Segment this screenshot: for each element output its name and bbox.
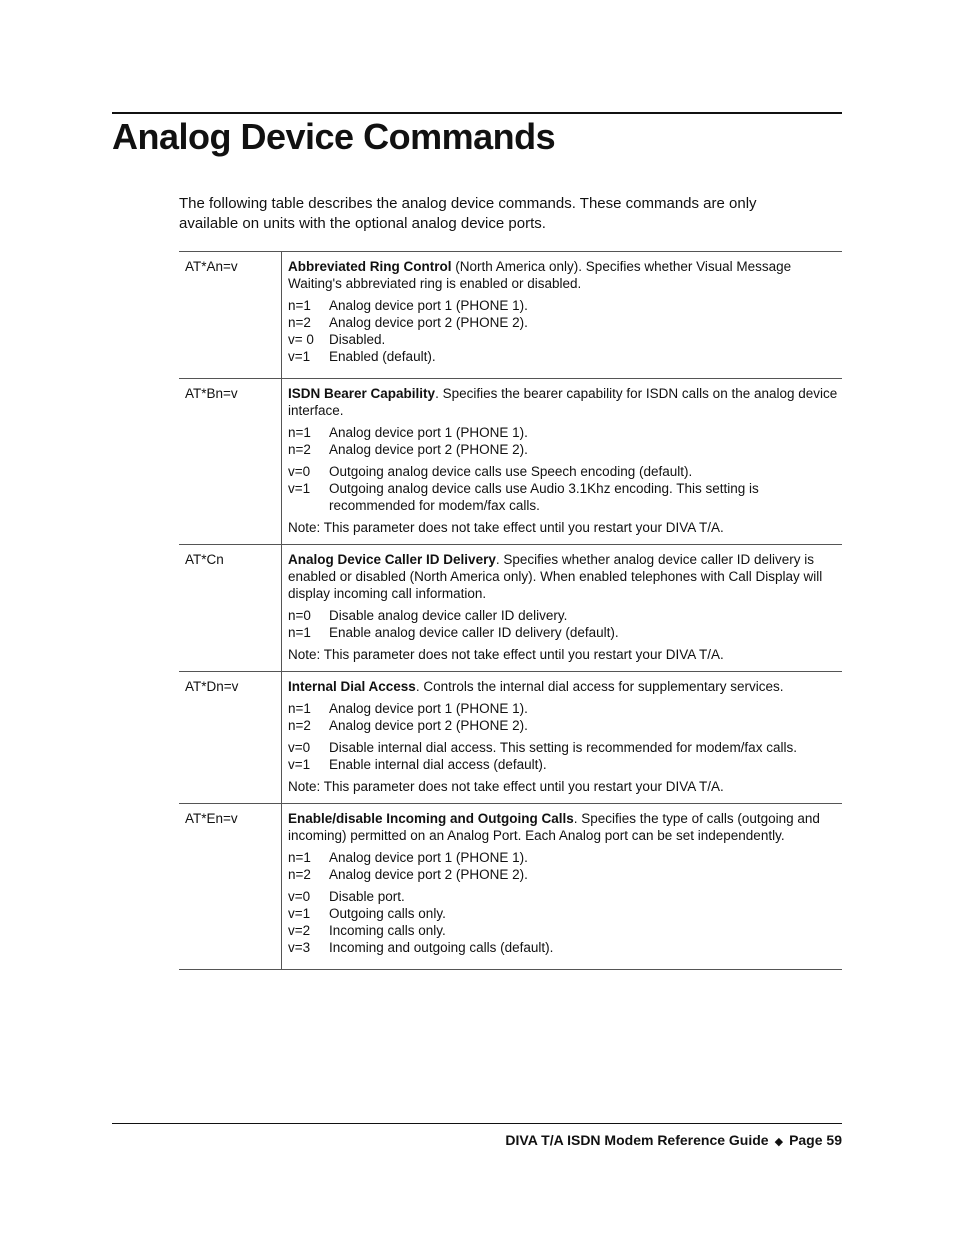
parameter-key: v=0 — [288, 740, 311, 755]
parameter-key: v=0 — [288, 464, 311, 479]
page-footer — [505, 1132, 842, 1148]
parameter-key: n=2 — [288, 867, 311, 882]
parameter-value: Analog device port 1 (PHONE 1). — [329, 701, 528, 716]
parameter-key: n=1 — [288, 850, 311, 865]
diamond-icon: ◆ — [774, 1136, 784, 1148]
parameter-option — [288, 888, 838, 905]
parameter-option — [288, 717, 838, 734]
parameter-option — [288, 849, 838, 866]
command-description — [282, 672, 843, 804]
parameter-option — [288, 739, 838, 756]
parameter-group — [288, 297, 838, 365]
parameter-key: n=2 — [288, 315, 311, 330]
parameter-key: n=2 — [288, 718, 311, 733]
parameter-option — [288, 297, 838, 314]
parameter-option — [288, 424, 838, 441]
table-row — [179, 804, 842, 970]
footer-guide-title: DIVA T/A ISDN Modem Reference Guide — [505, 1132, 769, 1148]
page-title: Analog Device Commands — [112, 116, 556, 157]
top-rule — [112, 112, 842, 114]
command-code: AT*Dn=v — [179, 672, 282, 804]
parameter-key: v=2 — [288, 923, 311, 938]
parameter-option — [288, 866, 838, 883]
parameter-value: Outgoing analog device calls use Speech encoding (default). — [329, 464, 693, 479]
parameter-key: n=0 — [288, 608, 311, 623]
parameter-key: n=1 — [288, 298, 311, 313]
parameter-group — [288, 700, 838, 734]
description-text — [288, 678, 838, 695]
parameter-value: Enable internal dial access (default). — [329, 757, 547, 772]
parameter-value: Disable analog device caller ID delivery. — [329, 608, 568, 623]
parameter-option — [288, 756, 838, 773]
command-table — [179, 251, 842, 970]
parameter-value: Outgoing analog device calls use Audio 3.1Khz encoding. This setting is recommended for modem/fax calls. — [329, 481, 759, 513]
table-row — [179, 545, 842, 672]
command-name: Enable/disable Incoming and Outgoing Calls — [288, 811, 574, 826]
parameter-group — [288, 424, 838, 458]
restart-note: Note: This parameter does not take effect until you restart your DIVA T/A. — [288, 779, 724, 794]
command-summary: . Specifies whether analog device caller ID delivery is enabled or disabled (North America only). When enabled telephones with Call Display will display incoming call information. — [288, 552, 823, 601]
command-summary: (North America only). Specifies whether Visual Message Waiting's abbreviated ring is enabled or disabled. — [288, 259, 792, 291]
parameter-option — [288, 463, 838, 480]
command-description — [282, 804, 843, 970]
parameter-option — [288, 607, 838, 624]
command-name: Internal Dial Access — [288, 679, 416, 694]
table-row — [179, 672, 842, 804]
parameter-value: Analog device port 2 (PHONE 2). — [329, 867, 528, 882]
command-code: AT*En=v — [179, 804, 282, 970]
parameter-value: Outgoing calls only. — [329, 906, 446, 921]
parameter-key: v=0 — [288, 889, 311, 904]
parameter-key: v=1 — [288, 757, 311, 772]
command-summary: . Specifies the bearer capability for ISDN calls on the analog device interface. — [288, 386, 838, 418]
parameter-value: Incoming and outgoing calls (default). — [329, 940, 554, 955]
parameter-group — [288, 607, 838, 641]
bottom-rule — [112, 1123, 842, 1124]
footer-page-number: Page 59 — [789, 1132, 842, 1148]
restart-note: Note: This parameter does not take effect until you restart your DIVA T/A. — [288, 647, 724, 662]
description-text — [288, 258, 838, 292]
command-description — [282, 545, 843, 672]
command-name: Analog Device Caller ID Delivery — [288, 552, 496, 567]
command-description — [282, 252, 843, 379]
parameter-option — [288, 331, 838, 348]
parameter-option — [288, 624, 838, 641]
parameter-key: v=1 — [288, 349, 311, 364]
description-text — [288, 551, 838, 602]
parameter-option — [288, 441, 838, 458]
parameter-option — [288, 480, 838, 514]
parameter-value: Analog device port 2 (PHONE 2). — [329, 718, 528, 733]
parameter-option — [288, 314, 838, 331]
parameter-value: Analog device port 2 (PHONE 2). — [329, 442, 528, 457]
command-code: AT*An=v — [179, 252, 282, 379]
command-description — [282, 379, 843, 545]
parameter-key: v=1 — [288, 481, 311, 496]
parameter-key: v=3 — [288, 940, 311, 955]
restart-note: Note: This parameter does not take effect until you restart your DIVA T/A. — [288, 520, 724, 535]
intro-paragraph: The following table describes the analog device commands. These commands are only available on units with the optional analog device ports. — [179, 195, 757, 232]
parameter-key: n=1 — [288, 425, 311, 440]
table-row — [179, 252, 842, 379]
command-name: ISDN Bearer Capability — [288, 386, 436, 401]
parameter-value: Enable analog device caller ID delivery (default). — [329, 625, 619, 640]
parameter-option — [288, 700, 838, 717]
parameter-value: Incoming calls only. — [329, 923, 446, 938]
command-summary: . Specifies the type of calls (outgoing and incoming) permitted on an Analog Port. Each Analog port can be set independently. — [288, 811, 820, 843]
parameter-key: v=1 — [288, 906, 311, 921]
parameter-option — [288, 905, 838, 922]
table-row — [179, 379, 842, 545]
command-code: AT*Cn — [179, 545, 282, 672]
parameter-group — [288, 888, 838, 956]
parameter-group — [288, 739, 838, 773]
parameter-value: Enabled (default). — [329, 349, 436, 364]
command-code: AT*Bn=v — [179, 379, 282, 545]
parameter-value: Disable port. — [329, 889, 405, 904]
parameter-value: Analog device port 2 (PHONE 2). — [329, 315, 528, 330]
parameter-option — [288, 922, 838, 939]
description-text — [288, 385, 838, 419]
parameter-value: Disabled. — [329, 332, 386, 347]
parameter-key: n=1 — [288, 625, 311, 640]
parameter-value: Analog device port 1 (PHONE 1). — [329, 298, 528, 313]
parameter-option — [288, 939, 838, 956]
parameter-key: n=1 — [288, 701, 311, 716]
command-name: Abbreviated Ring Control — [288, 259, 452, 274]
parameter-value: Analog device port 1 (PHONE 1). — [329, 850, 528, 865]
parameter-key: v= 0 — [288, 332, 314, 347]
parameter-group — [288, 463, 838, 514]
parameter-option — [288, 348, 838, 365]
description-text — [288, 810, 838, 844]
command-summary: . Controls the internal dial access for supplementary services. — [415, 679, 784, 694]
parameter-group — [288, 849, 838, 883]
parameter-value: Analog device port 1 (PHONE 1). — [329, 425, 528, 440]
parameter-key: n=2 — [288, 442, 311, 457]
parameter-value: Disable internal dial access. This setting is recommended for modem/fax calls. — [329, 740, 797, 755]
